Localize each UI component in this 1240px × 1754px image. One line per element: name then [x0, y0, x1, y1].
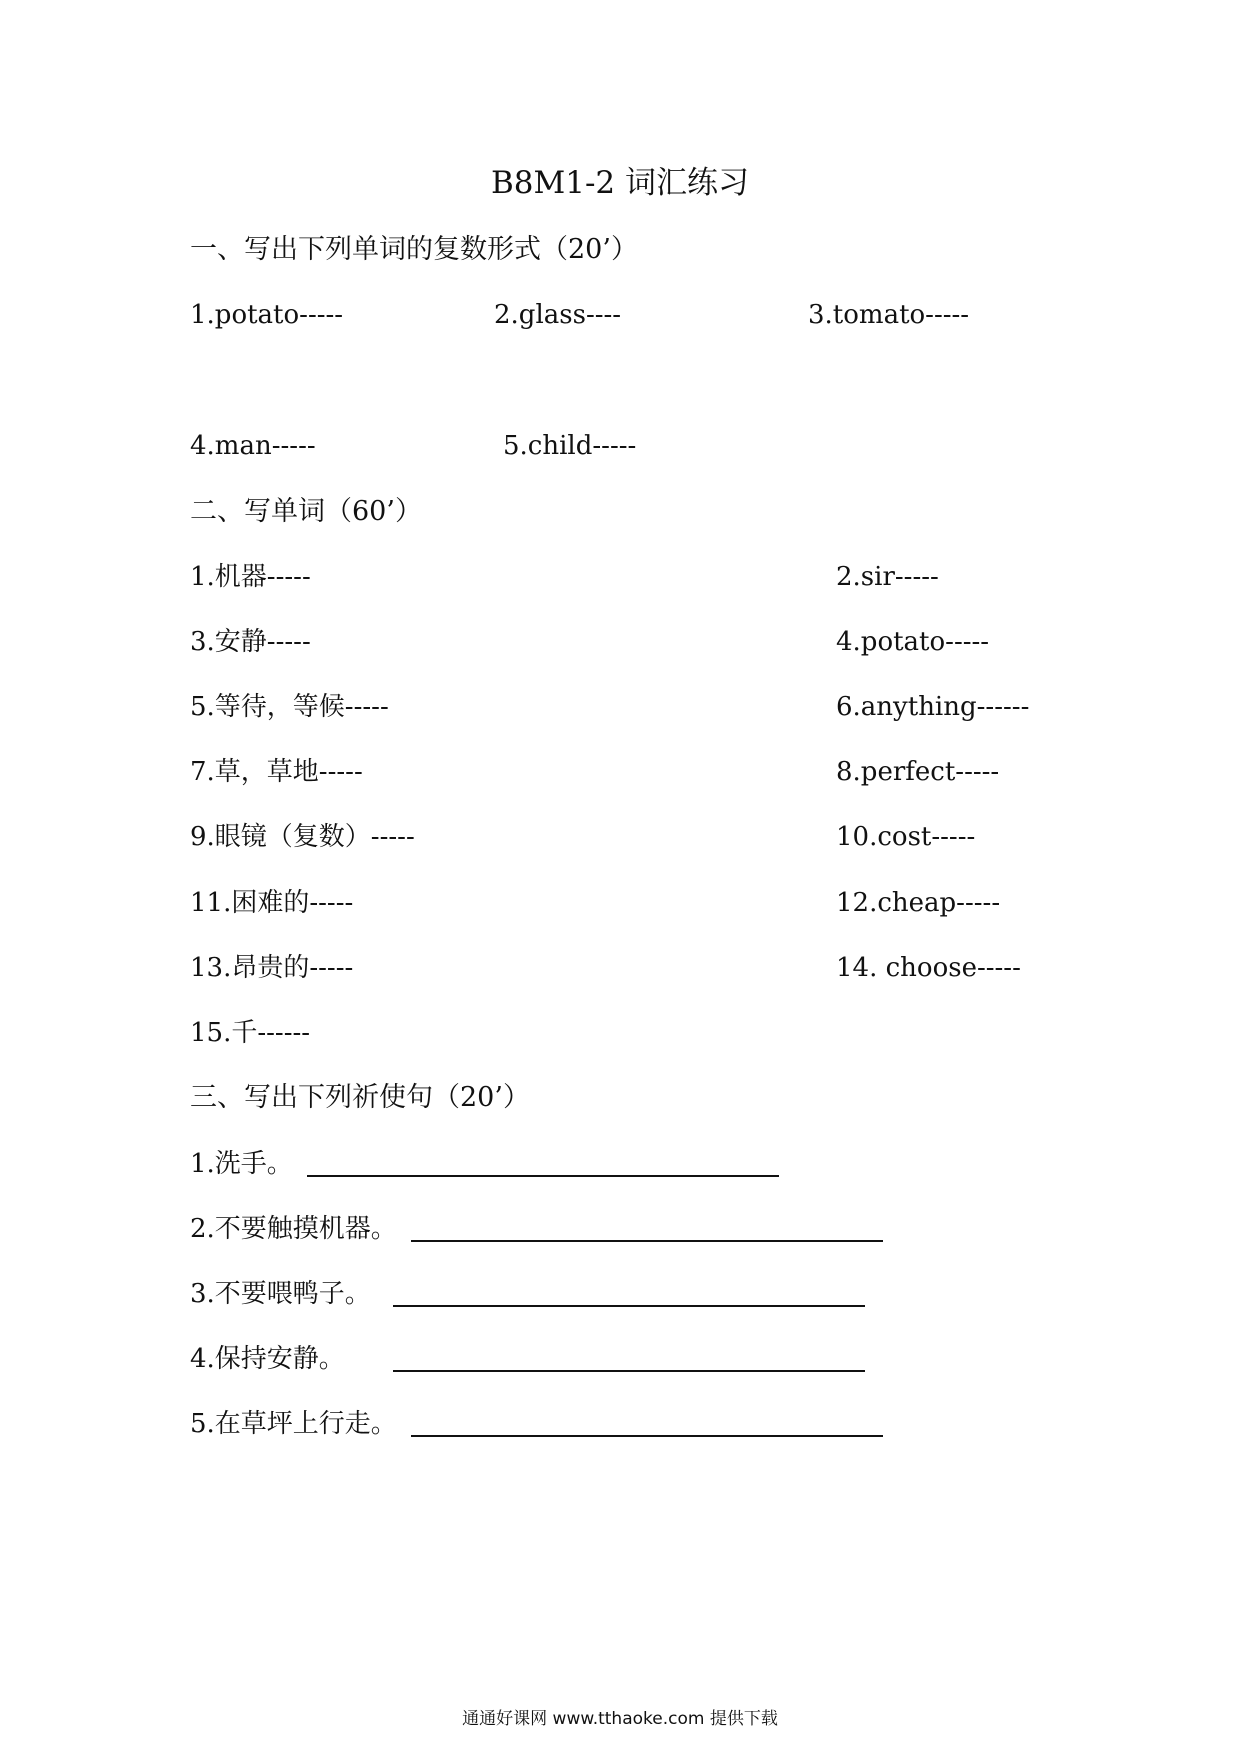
section2-item: 1.机器----- — [190, 562, 311, 592]
section2-item: 14. choose----- — [836, 953, 1021, 983]
section3-heading: 三、写出下列祈使句（20’） — [190, 1082, 530, 1113]
section1-heading: 一、写出下列单词的复数形式（20’） — [190, 234, 638, 265]
section2-item: 15.千------ — [190, 1018, 311, 1048]
section3-item — [190, 1346, 865, 1372]
section1-item: 1.potato----- — [190, 300, 344, 330]
section3-prompt: 4.保持安静。 — [190, 1344, 345, 1374]
section2-item: 13.昂贵的----- — [190, 953, 354, 983]
answer-blank[interactable] — [307, 1155, 779, 1177]
section2-item: 8.perfect----- — [836, 757, 1000, 787]
section1-item: 5.child----- — [503, 431, 637, 461]
answer-blank[interactable] — [393, 1285, 865, 1307]
section2-item: 4.potato----- — [836, 627, 990, 657]
footer-credit: 通通好课网 www.tthaoke.com 提供下载 — [462, 1709, 778, 1729]
section1-item: 4.man----- — [190, 431, 316, 461]
answer-blank[interactable] — [393, 1350, 865, 1372]
section3-item — [190, 1216, 883, 1242]
section1-item: 3.tomato----- — [808, 300, 970, 330]
section2-item: 7.草，草地----- — [190, 757, 363, 787]
section3-item — [190, 1281, 865, 1307]
section3-item — [190, 1151, 779, 1177]
section2-heading: 二、写单词（60’） — [190, 496, 422, 527]
section3-prompt: 2.不要触摸机器。 — [190, 1214, 397, 1244]
section2-item: 9.眼镜（复数）----- — [190, 822, 415, 852]
section2-item: 12.cheap----- — [836, 888, 1001, 918]
section3-prompt: 1.洗手。 — [190, 1149, 293, 1179]
section2-item: 6.anything------ — [836, 692, 1030, 722]
answer-blank[interactable] — [411, 1415, 883, 1437]
section2-item: 3.安静----- — [190, 627, 311, 657]
answer-blank[interactable] — [411, 1220, 883, 1242]
section2-item: 2.sir----- — [836, 562, 939, 592]
section2-item: 10.cost----- — [836, 822, 976, 852]
section2-item: 11.困难的----- — [190, 888, 354, 918]
section3-prompt: 5.在草坪上行走。 — [190, 1409, 397, 1439]
section2-item: 5.等待，等候----- — [190, 692, 389, 722]
page-title: B8M1-2 词汇练习 — [490, 165, 750, 201]
section1-item: 2.glass---- — [494, 300, 622, 330]
section3-prompt: 3.不要喂鸭子。 — [190, 1279, 371, 1309]
section3-item — [190, 1411, 883, 1437]
